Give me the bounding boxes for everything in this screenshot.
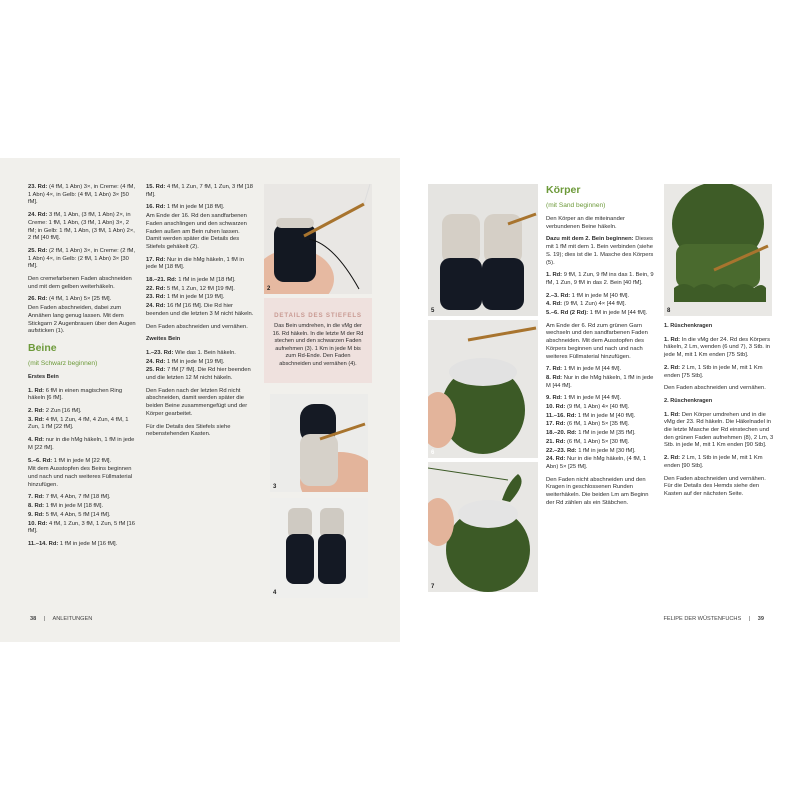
- instruction-line: 2. Rd: 2 Lm, 1 Stb in jede M, mit 1 Km enden [75 Stb].: [664, 364, 763, 379]
- instruction-line: 17. Rd: (6 fM, 1 Abn) 5× [35 fM].: [546, 421, 630, 428]
- details-stiefel-title: DETAILS DES STIEFELS: [274, 312, 362, 319]
- instruction-line: 1.–23. Rd: Wie das 1. Bein häkeln.: [146, 349, 236, 356]
- instruction-line: 8. Rd: 1 fM in jede M [18 fM].: [28, 503, 104, 510]
- instruction-line: 8. Rd: Nur in die hMg häkeln, 1 fM in jede M [44 fM].: [546, 374, 654, 389]
- instruction-line: 1. Rd: 6 fM in einen magischen Ring häkeln [6 fM].: [28, 387, 123, 402]
- instruction-line: 5.–6. Rd: 1 fM in jede M [22 fM].: [28, 457, 112, 464]
- instruction-line: 2.–3. Rd: 1 fM in jede M [40 fM].: [546, 292, 630, 299]
- right-page-number: 39: [757, 616, 764, 622]
- instruction-line: Den Faden nicht abschneiden und den Kragen in geschlossenen Runden weiterhäkeln. Die beiden Lm am Beginn der Rd zählen als ein Stäbchen.: [546, 476, 649, 506]
- photo-3-number: 3: [273, 484, 277, 490]
- instruction-line: 15. Rd: 4 fM, 1 Zun, 7 fM, 1 Zun, 3 fM [18 fM].: [146, 184, 253, 198]
- instruction-line: 16. Rd: 1 fM in jede M [18 fM].: [146, 204, 225, 211]
- instruction-line: Den Körper an die miteinander verbundenen Beine häkeln.: [546, 216, 625, 230]
- zweites-bein-heading: Zweites Bein: [146, 336, 181, 343]
- photo-5-joined-legs: [428, 184, 538, 316]
- instruction-line: 17. Rd: Nur in die hMg häkeln, 1 fM in jede M [18 fM].: [146, 256, 244, 271]
- instruction-line: 25. Rd: (2 fM, 1 Abn) 3×, in Creme: (2 fM, 1 Abn) 4×, in Gelb: (2 fM, 1 Abn) 3× [30 fM].: [28, 247, 136, 270]
- erstes-bein-heading: Erstes Bein: [28, 373, 59, 380]
- right-col1-instructions: [546, 216, 656, 508]
- instruction-line: Den Faden abschneiden und vernähen.: [146, 323, 248, 330]
- instruction-line: 4. Rd: nur in die hMg häkeln, 1 fM in jede M [22 fM].: [28, 437, 135, 451]
- instruction-line: 24. Rd: 16 fM [16 fM]. Die Rd hier beenden und die letzten 3 M nicht häkeln.: [146, 303, 254, 317]
- instruction-line: 11.–16. Rd: 1 fM in jede M [40 fM].: [546, 412, 636, 419]
- instruction-line: 24. Rd: 3 fM, 1 Abn, (3 fM, 1 Abn) 2×, in Creme: 1 fM, 1 Abn, (3 fM, 1 Abn) 3×, 2 fM; in Gelb: 1 fM, 1 Abn, (3 fM, 1 Abn) 2×, 2 fM [40 fM].: [28, 212, 135, 242]
- book-spread: [0, 158, 800, 642]
- left-col2-instructions: [146, 184, 256, 331]
- photo-7-number: 7: [431, 584, 435, 590]
- instruction-line: Den cremefarbenen Faden abschneiden und mit dem gelben weiterhäkeln.: [28, 276, 132, 290]
- beine-subheading: (mit Schwarz beginnen): [28, 359, 98, 367]
- photo-7-collar-progress: [428, 462, 538, 592]
- right-col2-ruesch1: [664, 337, 774, 393]
- left-col2-instructions-bottom: [146, 350, 256, 439]
- ruesch1-heading: 1. Rüschenkragen: [664, 323, 713, 329]
- koerper-heading: Körper: [546, 184, 581, 196]
- koerper-subheading: (mit Sand beginnen): [546, 202, 606, 209]
- instruction-line: 22.–23. Rd: 1 fM in jede M [30 fM].: [546, 447, 636, 454]
- instruction-line: 21. Rd: (6 fM, 1 Abn) 5× [30 fM].: [546, 438, 630, 445]
- photo-2-crochet-leg: [264, 184, 372, 294]
- left-column-1: [28, 184, 138, 550]
- instruction-line: 23. Rd: (4 fM, 1 Abn) 3×, in Creme: (4 fM, 1 Abn) 4×, in Gelb: (4 fM, 1 Abn) 3× [50 fM].: [28, 184, 136, 206]
- right-column-1: [546, 184, 656, 513]
- right-column-2: [664, 323, 774, 504]
- instruction-line: 18.–20. Rd: 1 fM in jede M [35 fM].: [546, 430, 636, 437]
- left-col1-instructions-top: [28, 184, 138, 336]
- instruction-line: 3. Rd: 4 fM, 1 Zun, 4 fM, 4 Zun, 4 fM, 1 Zun, 1 fM [22 fM].: [28, 416, 129, 431]
- photo-3-boot-detail: [270, 394, 368, 492]
- instruction-line: 24. Rd: Nur in die hMg häkeln, (4 fM, 1 Abn) 5× [25 fM].: [546, 456, 647, 470]
- instruction-line: Den Faden nach der letzten Rd nicht abschneiden, damit werden später die beiden Beine zusammengefügt und der Körper gearbeitet.: [146, 387, 248, 417]
- right-page: [400, 158, 800, 642]
- instruction-line: Mit dem Ausstopfen des Beins beginnen und nach und nach weiteres Füllmaterial hinzufügen.: [28, 466, 133, 488]
- left-column-2: [146, 184, 256, 444]
- photo-6-number: 6: [431, 450, 435, 456]
- right-footer-label: FELIPE DER WÜSTENFUCHS: [663, 616, 742, 622]
- photo-5-number: 5: [431, 308, 435, 314]
- instruction-line: 1. Rd: 9 fM, 1 Zun, 9 fM ins das 1. Bein, 9 fM, 1 Zun, 9 fM in das 2. Bein [40 fM].: [546, 272, 654, 286]
- photo-6-collar-start: [428, 320, 538, 458]
- beine-heading: Beine: [28, 341, 57, 354]
- instruction-line: Den Faden abschneiden und vernähen. Für die Details des Hemds siehe den Kasten auf der nächsten Seite.: [664, 475, 766, 497]
- instruction-line: Für die Details des Stiefels siehe nebenstehenden Kasten.: [146, 423, 231, 438]
- instruction-line: 2. Rd: 2 Lm, 1 Stb in jede M, mit 1 Km enden [90 Stb].: [664, 455, 763, 469]
- instruction-line: 26. Rd: (4 fM, 1 Abn) 5× [25 fM].: [28, 296, 112, 303]
- ruesch2-heading: 2. Rüschenkragen: [664, 397, 713, 404]
- instruction-line: 25. Rd: 7 fM [7 fM]. Die Rd hier beenden und die letzten 12 M nicht häkeln.: [146, 367, 251, 382]
- instruction-line: 2. Rd: 2 Zun [16 fM].: [28, 408, 82, 415]
- left-page-number: 38: [30, 616, 37, 622]
- instruction-line: 10. Rd: 4 fM, 1 Zun, 3 fM, 1 Zun, 5 fM [16 fM].: [28, 520, 135, 535]
- instruction-line: 1. Rd: In die vMg der 24. Rd des Körpers häkeln, 2 Lm, wenden (6 und 7), 3 Stb. in jede M, mit 1 Km enden [75 Stb].: [664, 336, 771, 359]
- left-footer-label: ANLEITUNGEN: [52, 616, 93, 622]
- instruction-line: 9. Rd: 1 fM in jede M [44 fM].: [546, 395, 622, 402]
- instruction-line: 23. Rd: 1 fM in jede M [19 fM].: [146, 294, 225, 301]
- instruction-line: 5.–6. Rd (2 Rd): 1 fM in jede M [44 fM].: [546, 310, 648, 317]
- instruction-line: 1. Rd: Den Körper umdrehen und in die vMg der 23. Rd häkeln. Die Häkelnadel in die letzte Masche der Rd einstechen und den grünen Faden aufnehmen (8), 2 Lm, 3 Stb. in jede M, mit 1 Km enden [90 Stb].: [664, 411, 774, 449]
- left-page: [0, 158, 400, 642]
- instruction-line: 9. Rd: 5 fM, 4 Abn, 5 fM [14 fM].: [28, 511, 111, 518]
- instruction-line: 7. Rd: 1 fM in jede M [44 fM].: [546, 366, 622, 373]
- photo-2-number: 2: [267, 286, 271, 292]
- instruction-line: 18.–21. Rd: 1 fM in jede M [18 fM].: [146, 277, 236, 284]
- right-footer: FELIPE DER WÜSTENFUCHS | 39: [663, 616, 764, 622]
- details-stiefel-text: Das Bein umdrehen, in die vMg der 16. Rd häkeln. In die letzte M der Rd stechen und den schwarzen Faden aufnehmen (3). 1 Km in jede M bis zum Rd-Ende. Den Faden abschneiden und vernähen (4).: [272, 323, 364, 367]
- instruction-line: 7. Rd: 7 fM, 4 Abn, 7 fM [18 fM].: [28, 494, 111, 501]
- left-col1-instructions-bottom: [28, 388, 138, 549]
- right-col2-ruesch2: [664, 412, 774, 499]
- instruction-line: 10. Rd: (9 fM, 1 Abn) 4× [40 fM].: [546, 404, 630, 411]
- details-stiefel-box: [264, 298, 372, 383]
- instruction-line: 24. Rd: 1 fM in jede M [19 fM].: [146, 358, 225, 365]
- photo-8-second-collar: [664, 184, 772, 316]
- instruction-line: Am Ende der 16. Rd den sandfarbenen Faden anschlingen und den schwarzen Faden außen am Bein ruhen lassen. Damit werden später die Details des Stiefels gehäkelt (2).: [146, 213, 247, 250]
- left-footer: 38 | ANLEITUNGEN: [30, 616, 93, 622]
- instruction-line: 22. Rd: 5 fM, 1 Zun, 12 fM [19 fM].: [146, 285, 235, 292]
- photo-4-number: 4: [273, 590, 277, 596]
- instruction-line: 4. Rd: (9 fM, 1 Zun) 4× [44 fM].: [546, 301, 627, 308]
- instruction-line: Den Faden abschneiden, dabei zum Annähen lang genug lassen. Mit dem Stickgarn 2 Augenbrauen über den Augen aufsticken (1).: [28, 305, 136, 335]
- instruction-line: Den Faden abschneiden und vernähen.: [664, 385, 766, 392]
- photo-8-number: 8: [667, 308, 671, 314]
- instruction-line: Am Ende der 6. Rd zum grünen Garn wechseln und den sandfarbenen Faden abschneiden. Mit dem Ausstopfen des Körpers beginnen und nach und nach weiteres Füllmaterial hinzufügen.: [546, 322, 648, 360]
- instruction-line: Dazu mit dem 2. Bein beginnen: Dieses mit 1 fM mit dem 1. Bein verbinden (siehe S. 19); dies ist die 1. Masche des Körpers (5).: [546, 236, 654, 266]
- instruction-line: 11.–14. Rd: 1 fM in jede M [16 fM].: [28, 540, 118, 547]
- photo-4-finished-boots: [270, 498, 368, 598]
